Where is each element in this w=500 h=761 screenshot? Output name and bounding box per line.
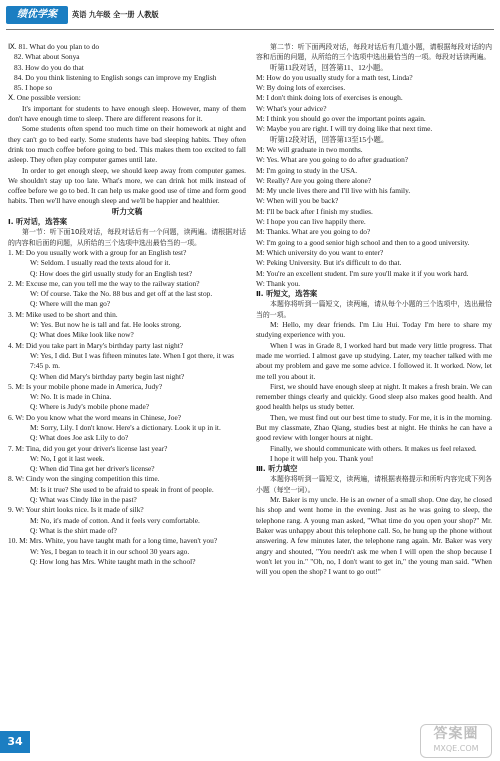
left-column-line: W: Yes. But now he is tall and fat. He looks strong. xyxy=(30,320,182,330)
right-column-line: W: Really? Are you going there alone? xyxy=(256,175,372,185)
left-column-line: Q: How long has Mrs. White taught math in the school? xyxy=(30,556,196,566)
left-column-line: Q: When did Mary's birthday party begin last night? xyxy=(30,371,185,381)
right-column-line: M: Hello, my dear friends. I'm Liu Hui. Today I'm here to share my studying experience with you. xyxy=(256,320,492,340)
right-column-line: Mr. Baker is my uncle. He is an owner of a small shop. One day, he closed his shop and went home in the evening. Just as he was going to sleep, the telephone rang. A young man asked, "What time do you open your shop?" Mr. Baker was unhappy about this telephone call. So, he hung up the phone without answering. A few minutes later, the telephone rang again. Mr. Baker was very angry and shouted, "You needn't ask me when I will open the shop because I won't let you in." "Oh, no, I don't want to get in," the young man said. "When will you open the shop? I want to go out!" xyxy=(256,495,492,577)
left-column-line: Q: What does Mike look like now? xyxy=(30,330,134,340)
left-column-line: 7. M: Tina, did you get your driver's license last year? xyxy=(8,443,168,453)
left-column-line: 听力文稿 xyxy=(111,206,143,216)
left-column xyxy=(8,42,246,567)
right-column-line: W: Yes. What are you going to do after graduation? xyxy=(256,155,409,165)
right-column-line: W: By doing lots of exercises. xyxy=(256,83,346,93)
left-column-line: 4. M: Did you take part in Mary's birthday party last night? xyxy=(8,340,183,350)
left-column-line: 第一节：听下面10段对话，每段对话后有一个问题，读两遍。请根据对话的内容和后面的问题，从所给的三个选项中选出最恰当的一项。 xyxy=(8,228,246,247)
right-column-line: 第二节：听下面两段对话，每段对话后有几道小题，请根据每段对话的内容和后面的问题，从所给的三个选项中选出最恰当的一项。每段对话读两遍。 xyxy=(256,43,492,62)
right-column-line: First, we should have enough sleep at night. It makes a fresh brain. We can remember things clearly and quickly. Good sleep also makes good health. And good health helps us study better. xyxy=(256,381,492,412)
left-column-line: W: Of course. Take the No. 88 bus and get off at the last stop. xyxy=(30,289,213,299)
left-column-line: 5. M: Is your mobile phone made in America, Judy? xyxy=(8,381,163,391)
watermark-url: MXQE.COM xyxy=(433,744,479,753)
left-column-line: Some students often spend too much time on their homework at night and they can't go to bed early. Some students have bad sleeping habits. They often drink too much coffee before going to bed. This makes them too excited to fall asleep. They often play computer games until late. xyxy=(8,124,246,165)
left-column-line: M: Is it true? She used to be afraid to speak in front of people. xyxy=(30,484,214,494)
right-column-line: W: When will you be back? xyxy=(256,196,339,206)
left-column-line: Q: When did Tina get her driver's license? xyxy=(30,464,155,474)
header-divider xyxy=(6,29,494,30)
right-column-line: M: My uncle lives there and I'll live with his family. xyxy=(256,186,411,196)
left-column-line: M: No, it's made of cotton. And it feels very comfortable. xyxy=(30,515,200,525)
left-column-line: 1. M: Do you usually work with a group for an English test? xyxy=(8,247,187,257)
left-column-line: Q: What was Cindy like in the past? xyxy=(30,495,137,505)
right-column-line: When I was in Grade 8, I worked hard but made very little progress. That made me worried. I almost gave up studying. Later, my teacher talked with me about my problem and gave me some advice. I followed it. It worked. Now, let me tell you about it. xyxy=(256,340,492,381)
left-column-line: 9. W: Your shirt looks nice. Is it made of silk? xyxy=(8,505,144,515)
right-column-line: I hope it will help you. Thank you! xyxy=(270,453,374,463)
right-column-line: Then, we must find out our best time to study. For me, it is in the morning. But my classmate, Zhao Qiang, studies best at night. He thinks he can have a good review with longer hours at night. xyxy=(256,412,492,443)
right-column-line: 本题你将听到一篇短文，读两遍，请从每个小题的三个选项中，选出最恰当的一项。 xyxy=(256,300,492,319)
left-column-line: W: Seldom. I usually read the texts aloud for it. xyxy=(30,258,171,268)
left-column-line: 10. M: Mrs. White, you have taught math for a long time, haven't you? xyxy=(8,536,218,546)
left-column-line: Ⅰ. 听对话，选答案 xyxy=(8,217,68,227)
left-column-line: W: Yes, I began to teach it in our school 30 years ago. xyxy=(30,546,190,556)
brand-logo: 绩优学案 xyxy=(6,6,68,24)
right-column-line: Ⅱ. 听短文，选答案 xyxy=(256,289,318,299)
right-column-line: W: Maybe you are right. I will try doing like that next time. xyxy=(256,124,433,134)
right-column-line: M: I don't think doing lots of exercises is enough. xyxy=(256,93,403,103)
left-column-line: 83. How do you do that xyxy=(14,62,84,72)
right-column-line: M: You're an excellent student. I'm sure you'll make it if you work hard. xyxy=(256,268,469,278)
left-column-line: 6. W: Do you know what the word means in Chinese, Joe? xyxy=(8,412,182,422)
right-column-line: 听第12段对话，回答第13至15小题。 xyxy=(270,134,389,144)
page-number: 34 xyxy=(0,731,30,753)
watermark-logo xyxy=(420,724,492,758)
right-column-line: M: I'll be back after I finish my studies. xyxy=(256,206,373,216)
left-column-line: W: No. It is made in China. xyxy=(30,392,112,402)
left-column-line: 85. I hope so xyxy=(14,83,53,93)
left-column-line: Q: Where will the man go? xyxy=(30,299,111,309)
left-column-line: 2. M: Excuse me, can you tell me the way to the railway station? xyxy=(8,278,200,288)
left-column-line: 8. W: Cindy won the singing competition this time. xyxy=(8,474,160,484)
left-column-line: W: No, I got it last week. xyxy=(30,453,105,463)
right-column-line: M: I think you should go over the important points again. xyxy=(256,114,426,124)
left-column-line: Q: What is the shirt made of? xyxy=(30,525,117,535)
right-column-line: W: What's your advice? xyxy=(256,103,327,113)
left-column-line: 82. What about Sonya xyxy=(14,52,80,62)
right-column-line: M: We will graduate in two months. xyxy=(256,144,363,154)
right-column-line: W: Peking University. But it's difficult to do that. xyxy=(256,258,402,268)
right-column-line: 本题你将听到一篇短文，读两遍，请根据表格提示和所听内容完成下列各小题（每空一词）。 xyxy=(256,475,492,494)
left-column-line: Q: What does Joe ask Lily to do? xyxy=(30,433,129,443)
left-column-line: In order to get enough sleep, we should keep away from computer games. We shouldn't stay up too late. What's more, we can drink hot milk instead of coffee before we go to bed. It can help us make good use of time and form good habits. Then we'll have enough sleep and we'll be happier and healthier. xyxy=(8,165,246,206)
right-column-line: 听第11段对话，回答第11、12小题。 xyxy=(270,62,388,72)
left-column-line: M: Sorry, Lily. I don't know. Here's a dictionary. Look it up in it. xyxy=(30,422,221,432)
right-column-line: Ⅲ. 听力填空 xyxy=(256,464,298,474)
left-column-line: 3. M: Mike used to be short and thin. xyxy=(8,309,118,319)
page-header xyxy=(0,0,500,34)
book-series-title: 英语 九年级 全一册 人教版 xyxy=(72,10,159,19)
left-column-line: W: Yes, I did. But I was fifteen minutes late. When I got there, it was 7:45 p. m. xyxy=(30,350,235,371)
right-column-line: M: How do you usually study for a math test, Linda? xyxy=(256,72,413,82)
right-column-line: M: Thanks. What are you going to do? xyxy=(256,227,371,237)
left-column-line: Ⅸ. 81. What do you plan to do xyxy=(8,42,100,51)
right-column xyxy=(256,42,492,577)
left-column-line: Ⅹ. One possible version: xyxy=(8,93,81,103)
left-column-line: Q: How does the girl usually study for an English test? xyxy=(30,268,193,278)
left-column-line: 84. Do you think listening to English songs can improve my English xyxy=(14,72,217,82)
watermark-text: 答案圈 xyxy=(433,726,479,742)
left-column-line: Q: Where is Judy's mobile phone made? xyxy=(30,402,150,412)
right-column-line: Finally, we should communicate with others. It makes us feel relaxed. xyxy=(270,443,477,453)
left-column-line: It's important for students to have enough sleep. However, many of them don't have enough time to sleep. There are different reasons for it. xyxy=(8,103,246,124)
right-column-line: M: I'm going to study in the USA. xyxy=(256,165,358,175)
right-column-line: W: I'm going to a good senior high school and then to a good university. xyxy=(256,237,470,247)
right-column-line: M: Which university do you want to enter? xyxy=(256,247,384,257)
right-column-line: W: Thank you. xyxy=(256,278,301,288)
right-column-line: W: I hope you can live happily there. xyxy=(256,217,366,227)
